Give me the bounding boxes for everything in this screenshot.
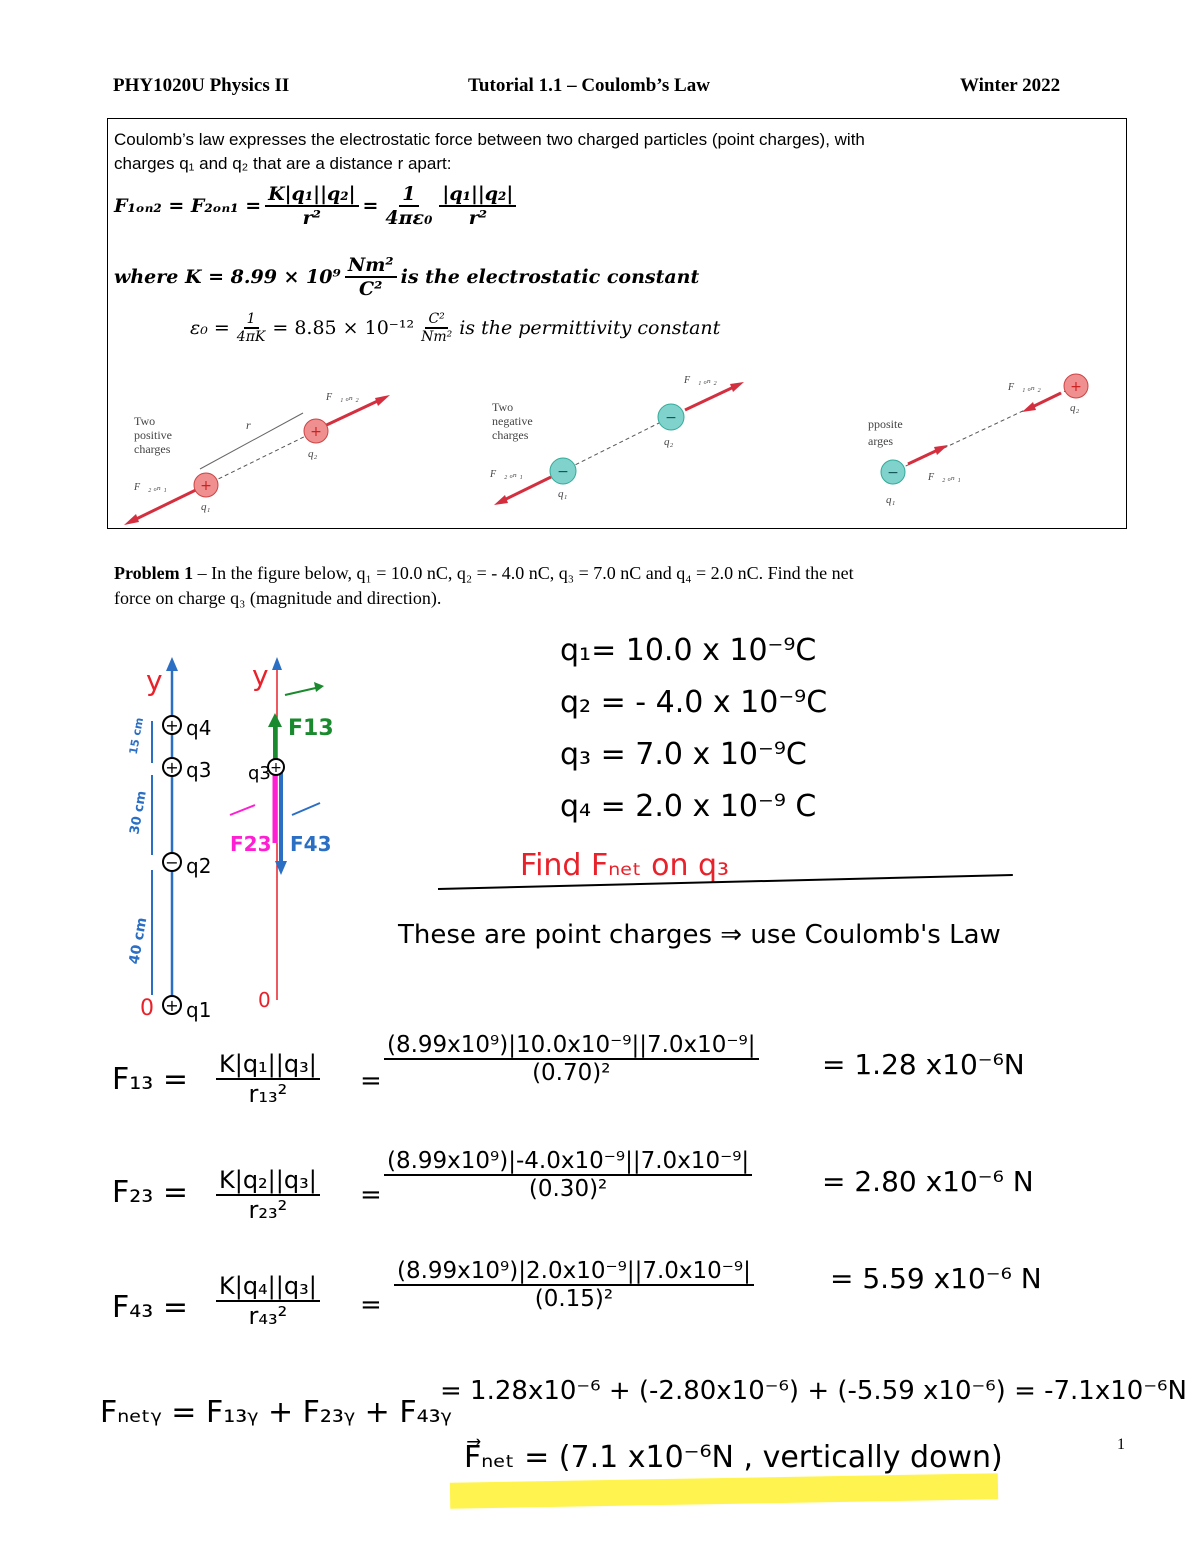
fig2-q2-label: q₂	[664, 436, 674, 448]
header-course: PHY1020U Physics II	[113, 75, 290, 96]
charge-figures	[108, 365, 1126, 527]
q1-plus: +	[165, 996, 179, 1015]
fig1-label-2: positive	[134, 428, 172, 442]
net-force-sum: Fₙₑₜᵧ = F₁₃ᵧ + F₂₃ᵧ + F₄₃ᵧ	[100, 1395, 452, 1430]
f23-equals: =	[360, 1180, 382, 1210]
given-q1: q₁= 10.0 x 10⁻⁹C	[560, 633, 817, 668]
fig3-q2-label: q₂	[1070, 402, 1080, 414]
f13-result: = 1.28 x10⁻⁶N	[822, 1048, 1025, 1081]
fig3-arrowhead-q2	[1022, 402, 1036, 412]
f43-result: = 5.59 x10⁻⁶ N	[830, 1262, 1042, 1295]
figure-opposite-charges	[868, 374, 1088, 506]
fig1-q1-label: q₁	[201, 501, 211, 513]
f23-sub-den: (0.30)²	[528, 1176, 608, 1202]
eq-denominator-2: 4πε₀	[385, 207, 433, 229]
zero-label-left: 0	[140, 996, 154, 1021]
fig1-label-3: charges	[134, 442, 171, 456]
header-term: Winter 2022	[960, 75, 1061, 96]
epsilon-lhs: ε₀ =	[190, 317, 230, 339]
f13-equals: =	[360, 1066, 382, 1096]
f13-arrowhead	[268, 713, 282, 727]
f13-formula-num: K|q₁||q₃|	[216, 1050, 320, 1080]
charge-axis-diagram	[126, 655, 360, 1035]
f23-direction-mark	[230, 805, 255, 815]
fig3-q2-sign: +	[1070, 379, 1082, 395]
fig1-label-1: Two	[134, 414, 156, 428]
permittivity-constant	[190, 311, 720, 345]
k-value: where K = 8.99 × 10⁹	[114, 266, 341, 288]
f23-lhs: F₂₃ =	[112, 1175, 188, 1210]
q3-plus: +	[165, 758, 179, 777]
f13-formula	[216, 1050, 320, 1108]
f23-sub-num: (8.99x10⁹)|-4.0x10⁻⁹||7.0x10⁻⁹|	[384, 1148, 752, 1176]
fig2-force-arrow-up	[685, 385, 738, 410]
fig3-q1-sign: −	[887, 465, 899, 481]
final-answer: F⃗ₙₑₜ = (7.1 x10⁻⁶N , vertically down)	[464, 1440, 1003, 1475]
given-values	[560, 625, 827, 833]
q4-plus: +	[165, 716, 179, 735]
epsilon-units-den: Nm²	[421, 329, 453, 345]
f23-formula-den: r₂₃²	[248, 1196, 288, 1224]
fig1-f12-label: F⃗₁ ₒₙ ₂	[326, 392, 359, 403]
f13-substitution	[384, 1032, 759, 1086]
f13-sub-num: (8.99x10⁹)|10.0x10⁻⁹||7.0x10⁻⁹|	[384, 1032, 759, 1060]
eq-numerator-2: 1	[399, 183, 418, 207]
figure-two-positive	[124, 392, 390, 525]
f23-formula-num: K|q₂||q₃|	[216, 1166, 320, 1196]
coulomb-equation	[114, 183, 520, 229]
fig1-q2-sign: +	[310, 424, 322, 440]
f23-label: F23	[230, 832, 272, 856]
page-number: 1	[1117, 1436, 1125, 1453]
f43-label: F43	[290, 832, 332, 856]
fig2-f21-label: F⃗₂ ₒₙ ₁	[490, 469, 523, 480]
fig1-q1-sign: +	[200, 478, 212, 494]
fig1-dashed-line	[206, 431, 316, 485]
f13-sub-den: (0.70)²	[532, 1060, 611, 1086]
fig2-arrowhead-down	[494, 495, 508, 505]
f43-sub-num: (8.99x10⁹)|2.0x10⁻⁹||7.0x10⁻⁹|	[394, 1258, 754, 1286]
q3-right-plus: +	[270, 760, 282, 776]
f43-formula	[216, 1272, 320, 1330]
given-q4: q₄ = 2.0 x 10⁻⁹ C	[560, 789, 817, 824]
eq-denominator-3: r²	[468, 207, 488, 229]
fig2-force-arrow-down	[500, 477, 551, 502]
q3-label: q3	[186, 758, 212, 782]
fig1-f21-label: F⃗₂ ₒₙ ₁	[134, 482, 167, 493]
f13-formula-den: r₁₃²	[248, 1080, 288, 1108]
f13-lhs: F₁₃ =	[112, 1062, 188, 1097]
fig3-label-1: pposite	[868, 417, 903, 431]
f43-lhs: F₄₃ =	[112, 1290, 188, 1325]
eq-numerator-3: |q₁||q₂|	[439, 183, 516, 207]
fig1-distance-line	[200, 413, 303, 469]
fig3-f21-label: F⃗₂ ₒₙ ₁	[928, 472, 961, 483]
fig3-label-2: arges	[868, 434, 894, 448]
epsilon-units-num: C²	[425, 311, 447, 329]
f13-direction-arrowhead	[314, 682, 324, 692]
fig2-q1-sign: −	[557, 464, 569, 480]
epsilon-den: 4πK	[236, 329, 266, 345]
point-charges-note: These are point charges ⇒ use Coulomb's Law	[398, 920, 1001, 950]
fig2-q2-sign: −	[665, 410, 677, 426]
fig3-f12-label: F⃗₁ ₒₙ ₂	[1008, 382, 1041, 393]
find-statement: Find Fₙₑₜ on q₃	[520, 848, 730, 883]
epsilon-description: is the permittivity constant	[459, 317, 721, 339]
fig3-q1-label: q₁	[886, 494, 896, 506]
q2-minus: −	[165, 853, 179, 872]
net-force-value: = 1.28x10⁻⁶ + (-2.80x10⁻⁶) + (-5.59 x10⁻⁶) = -7.1x10⁻⁶N	[440, 1376, 1187, 1406]
k-units-den: C²	[359, 278, 383, 300]
epsilon-num: 1	[244, 311, 259, 329]
fig1-arrowhead-right	[375, 395, 390, 406]
problem-label: Problem 1	[114, 563, 194, 583]
f23-substitution	[384, 1148, 752, 1202]
distance-30-label: 30 cm	[127, 789, 150, 836]
answer-highlight	[450, 1473, 998, 1509]
fig2-f12-label: F⃗₁ ₒₙ ₂	[684, 375, 717, 386]
fig2-dashed-line	[563, 417, 671, 471]
f43-formula-den: r₄₃²	[248, 1302, 288, 1330]
eq-equals: =	[362, 195, 379, 217]
eq-denominator: r²	[302, 207, 321, 229]
fig1-q2-label: q₂	[308, 448, 318, 460]
intro-line-1: Coulomb’s law expresses the electrostatic force between two charged particles (point charges), with	[114, 130, 865, 149]
fig2-q1-label: q₁	[558, 488, 568, 500]
q2-label: q2	[186, 854, 212, 878]
given-q2: q₂ = - 4.0 x 10⁻⁹C	[560, 685, 828, 720]
f23-result: = 2.80 x10⁻⁶ N	[822, 1165, 1034, 1198]
k-description: is the electrostatic constant	[400, 266, 700, 288]
f13-label: F13	[288, 716, 334, 741]
k-units-num: Nm²	[345, 254, 397, 278]
fig1-arrowhead-left	[124, 514, 139, 525]
distance-40-label: 40 cm	[126, 916, 151, 966]
y-label-left: y	[146, 664, 163, 697]
fig2-label-1: Two	[492, 400, 514, 414]
y-axis-right-arrowhead	[272, 657, 282, 670]
f43-direction-mark	[292, 803, 320, 815]
f43-substitution	[394, 1258, 754, 1312]
fig2-label-3: charges	[492, 428, 529, 442]
y-axis-arrowhead	[166, 657, 178, 671]
problem-line-2: force on charge q₃ (magnitude and direction).	[114, 588, 442, 608]
q3-label-right: q3	[248, 763, 271, 784]
f43-formula-num: K|q₄||q₃|	[216, 1272, 320, 1302]
eq-numerator: K|q₁||q₂|	[265, 183, 358, 207]
intro-line-2: charges q₁ and q₂ that are a distance r apart:	[114, 154, 452, 173]
equation-lhs: F₁ₒₙ₂ = F₂ₒₙ₁ =	[114, 195, 262, 217]
fig1-r-label: r	[246, 418, 251, 432]
f23-formula	[216, 1166, 320, 1224]
y-label-right: y	[252, 659, 269, 692]
fig2-label-2: negative	[492, 414, 533, 428]
distance-15-label: 15 cm	[126, 716, 147, 756]
problem-line-1	[114, 561, 854, 585]
given-q3: q₃ = 7.0 x 10⁻⁹C	[560, 737, 807, 772]
fig2-arrowhead-up	[730, 382, 744, 392]
zero-label-right: 0	[258, 988, 271, 1012]
epsilon-value: = 8.85 × 10⁻¹²	[272, 317, 415, 339]
f43-sub-den: (0.15)²	[534, 1286, 614, 1312]
figure-two-negative	[489, 375, 744, 505]
q4-label: q4	[186, 716, 212, 740]
electrostatic-constant	[114, 254, 699, 300]
header-title: Tutorial 1.1 – Coulomb’s Law	[468, 75, 710, 96]
problem-text-1: – In the figure below, q₁ = 10.0 nC, q₂ = - 4.0 nC, q₃ = 7.0 nC and q₄ = 2.0 nC. Find the net	[193, 563, 854, 583]
fig3-arrowhead-q1	[934, 445, 948, 455]
f13-direction-mark	[285, 687, 320, 695]
f43-equals: =	[360, 1290, 382, 1320]
q1-label: q1	[186, 998, 212, 1022]
